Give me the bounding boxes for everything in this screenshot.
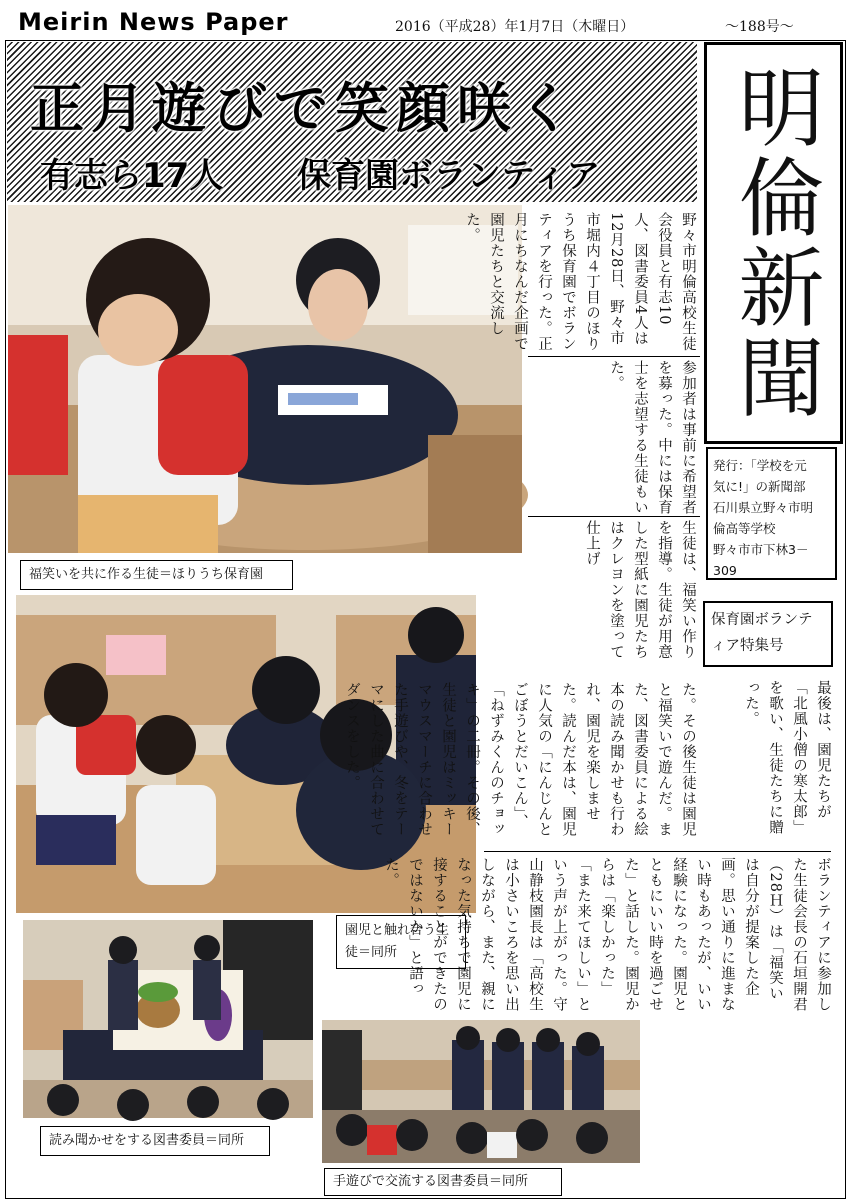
publisher-line: 気に!」の新聞部 [713,479,806,494]
publisher-line: 発行：「学校を元 [713,458,807,473]
photo-reading [23,920,313,1118]
publisher-line: 石川県立野々市明 [713,500,814,515]
photo-handplay [322,1020,640,1163]
article-col3-bottom: ボランティアに参加した生徒会長の石垣開君（28Ｈ）は「福笑いは自分が提案した企画。思い通りに進まない時もあったが、いい経験になった。園児とともにいい時を過ごせた」と話した。園児からは「楽しかった」「また来てほしい」という声が上がった。守山静枝園長は「高校生は小さいころを思い出しながら、また、親になった気持ちで園児に接することができたのではないか」と語った。 [383,857,831,1012]
publisher-line: 309 [713,563,737,578]
headline-subtitle-left: 有志ら17人 [40,156,224,196]
publisher-line: 倫高等学校 [713,521,776,536]
article-col3-top: 最後は、園児たちが「北風小僧の寒太郎」を歌い、生徒たちに贈った。 [743,680,831,835]
masthead-title: 明倫新聞 [723,63,824,423]
article-col1-bottom: 参加者は事前に希望者を募った。中には保育士を志望する生徒もいた。 [608,360,696,515]
special-issue-label: 保育園ボランティア特集号 [703,601,833,667]
column-rule [528,356,700,357]
masthead-box [704,42,843,444]
headline-main: 正月遊びで笑顔咲く [30,77,579,140]
publisher-info [706,447,837,580]
column-rule [484,851,831,852]
article-col2-bottom: た。その後生徒は園児と福笑いで遊んだ。また、図書委員による絵本の読み聞かせも行われ、園児を楽しませた。読んだ本は、園児に人気の「にんじんとごぼうとだいこん」、「ねずみくんのチョッキ」の二冊。その後、生徒と園児はミッキーマウスマーチに合わせた手遊びや、冬をテーマにした曲に合わせてダンスをした。 [344,682,696,837]
column-rule [528,516,700,517]
headline-subtitle-right: 保育園ボランティア [297,156,601,196]
issue-number: ～188号～ [725,19,794,35]
photo-handplay-caption: 手遊びで交流する図書委員＝同所 [324,1168,562,1196]
article-col1-top: 野々市明倫高校生徒会役員と有志10人、図書委員4人は12月28日、野々市市堀内４丁目のほりうち保育園でボランティアを行った。正月にちなんだ企画で園児たちと交流した。 [464,212,696,352]
article-col2-top: 生徒は、福笑い作りを指導。生徒が用意した型紙に園児たちはクレヨンを塗って仕上げ [584,520,696,660]
paper-name: Meirin News Paper [18,8,289,36]
photo-reading-caption: 読み聞かせをする図書委員＝同所 [40,1126,270,1156]
publisher-line: 野々市市下林3－ [713,542,809,557]
photo-fukuwarai-caption: 福笑いを共に作る生徒＝ほりうち保育園 [20,560,293,590]
photo-fukuwarai [8,205,522,553]
article-col3-end [645,1018,835,1193]
photo-interaction-caption: 園児と触れ合う生徒＝同所 [336,915,466,969]
issue-date: 2016（平成28）年1月7日（木曜日） [395,19,635,35]
